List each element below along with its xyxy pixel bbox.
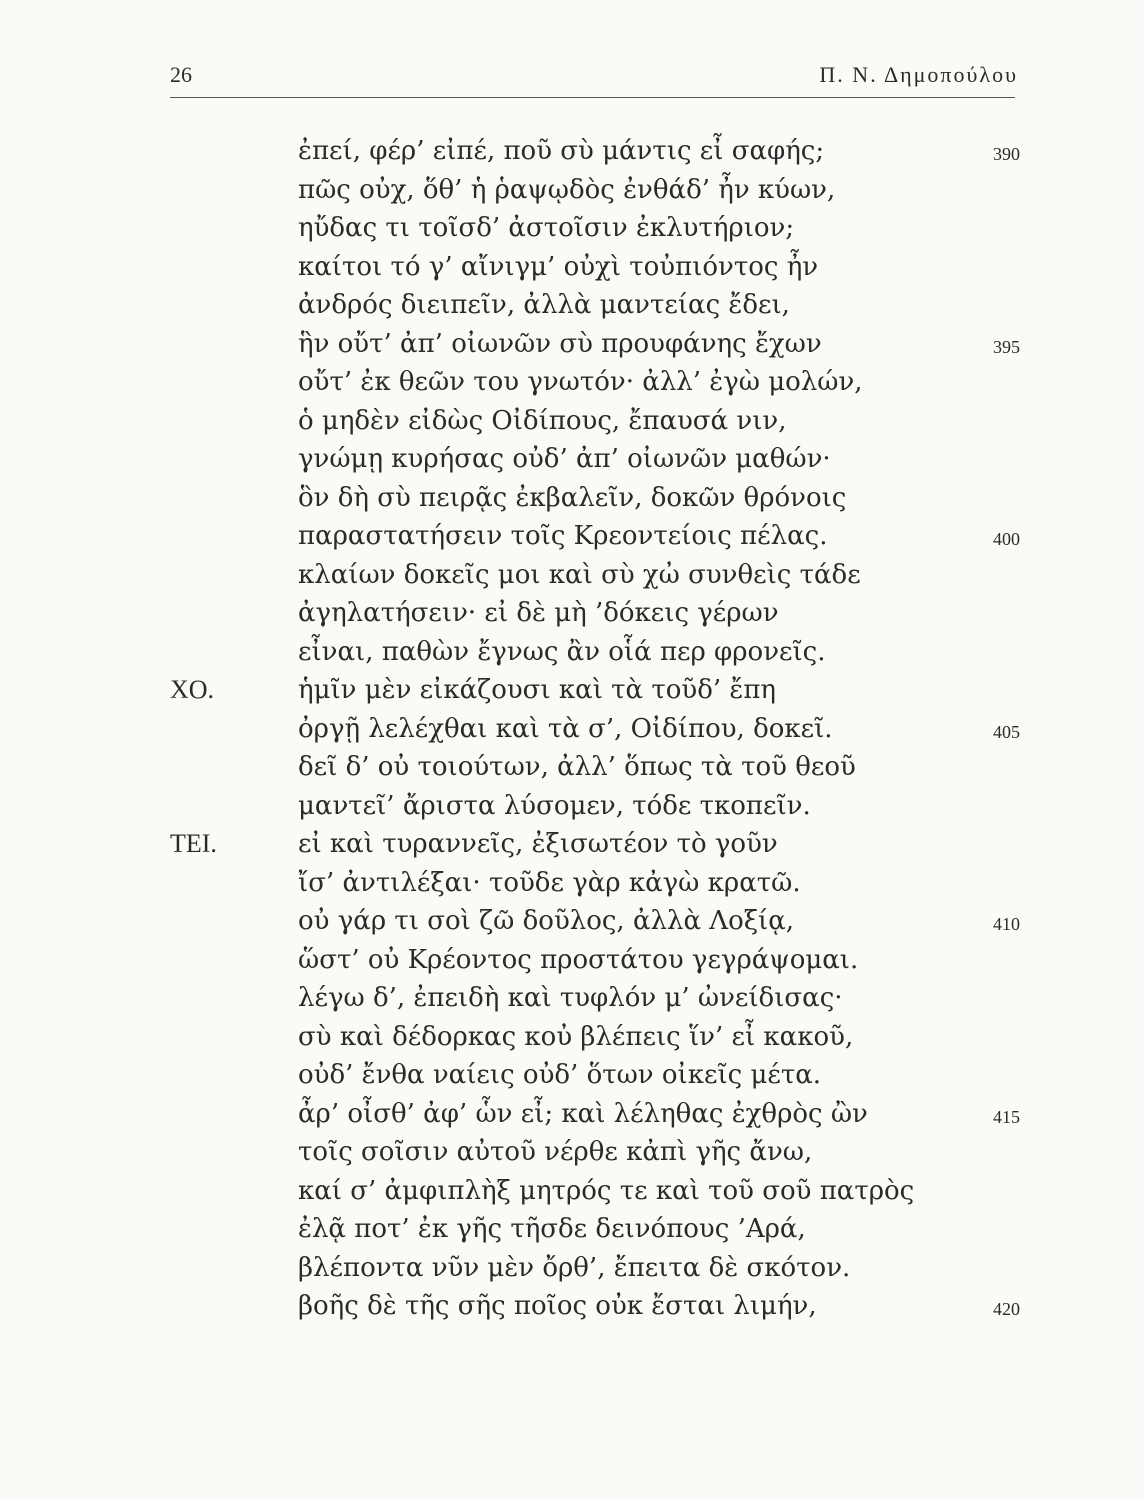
verse-line xyxy=(170,406,1020,445)
verse-line xyxy=(170,175,1020,214)
verse-text: πῶς οὐχ, ὅθ’ ἡ ῥαψῳδὸς ἐνθάδ’ ἦν κύων, xyxy=(298,174,836,205)
verse-line xyxy=(170,675,1020,714)
verse-text: ἐλᾷ ποτ’ ἐκ γῆς τῆσδε δεινόπους ’Αρά, xyxy=(298,1214,806,1244)
verse-text: δεῖ δ’ οὐ τοιούτων, ἀλλ’ ὅπως τὰ τοῦ θεοῦ xyxy=(298,752,856,782)
line-number: 415 xyxy=(993,1106,1020,1127)
verse-text: οὔτ’ ἐκ θεῶν του γνωτόν· ἀλλ’ ἐγὼ μολών, xyxy=(298,367,863,397)
verse-text: ὃν δὴ σὺ πειρᾷς ἐκβαλεῖν, δοκῶν θρόνοις xyxy=(298,482,847,513)
verse-text: ἡμῖν μὲν εἰκάζουσι καὶ τὰ τοῦδ’ ἔπη xyxy=(298,675,777,705)
verse-line xyxy=(170,752,1020,791)
verse-line xyxy=(170,868,1020,907)
verse-text: κλαίων δοκεῖς μοι καὶ σὺ χὠ συνθεὶς τάδε xyxy=(298,559,861,590)
verse-text: λέγω δ’, ἐπειδὴ καὶ τυφλόν μ’ ὠνείδισας· xyxy=(298,983,843,1013)
speaker-label: ΤΕΙ. xyxy=(170,829,217,858)
verse-line xyxy=(170,1060,1020,1099)
verse-line xyxy=(170,945,1020,984)
verse-line xyxy=(170,714,1020,753)
verse-text: ἀγηλατήσειν· εἰ δὲ μὴ ’δόκεις γέρων xyxy=(298,598,779,628)
verse-line xyxy=(170,521,1020,560)
verse-text: οὐδ’ ἔνθα ναίεις οὐδ’ ὅτων οἰκεῖς μέτα. xyxy=(298,1060,822,1090)
verse-text: μαντεῖ’ ἄριστα λύσομεν, τόδε τκοπεῖν. xyxy=(298,790,811,821)
verse-line xyxy=(170,906,1020,945)
verse-line xyxy=(170,1291,1020,1330)
verse-line xyxy=(170,367,1020,406)
line-number: 400 xyxy=(993,529,1020,549)
verse-text: ηὔδας τι τοῖσδ’ ἀστοῖσιν ἐκλυτήριον; xyxy=(298,213,795,243)
verse-line xyxy=(170,560,1020,599)
verse-text: ὁ μηδὲν εἰδὼς Οἰδίπους, ἔπαυσά νιν, xyxy=(298,405,787,436)
verse-text: ἣν οὔτ’ ἀπ’ οἰωνῶν σὺ προυφάνης ἔχων xyxy=(298,328,822,359)
verse-text: εἰ καὶ τυραννεῖς, ἐξισωτέον τὸ γοῦν xyxy=(298,829,778,859)
verse-line xyxy=(170,483,1020,522)
speaker-label: ΧΟ. xyxy=(170,675,215,704)
verse-line xyxy=(170,1176,1020,1215)
verse-line xyxy=(170,290,1020,329)
verse-line xyxy=(170,329,1020,368)
verse-text: καί σ’ ἀμφιπλὴξ μητρός τε καὶ τοῦ σοῦ πατρὸς xyxy=(298,1175,915,1206)
verse-text: βοῆς δὲ τῆς σῆς ποῖος οὐκ ἔσται λιμήν, xyxy=(298,1291,817,1321)
verse-text: παραστατήσειν τοῖς Κρεοντείοις πέλας. xyxy=(298,521,828,551)
verse-text: σὺ καὶ δέδορκας κοὐ βλέπεις ἵν’ εἶ κακοῦ, xyxy=(298,1021,854,1052)
verse-text: βλέποντα νῦν μὲν ὄρθ’, ἔπειτα δὲ σκότον. xyxy=(298,1252,851,1283)
verse-text: ἆρ’ οἶσθ’ ἀφ’ ὧν εἶ; καὶ λέληθας ἐχθρὸς ὢν xyxy=(298,1098,868,1129)
verse-line xyxy=(170,136,1020,175)
verse-text: οὐ γάρ τι σοὶ ζῶ δοῦλος, ἀλλὰ Λοξίᾳ, xyxy=(298,906,795,936)
verse-text: ὀργῇ λελέχθαι καὶ τὰ σ’, Οἰδίπου, δοκεῖ. xyxy=(298,713,833,744)
verse-line xyxy=(170,1022,1020,1061)
verse-text: καίτοι τό γ’ αἴνιγμ’ οὐχὶ τοὐπιόντος ἦν xyxy=(298,251,819,282)
verse-line xyxy=(170,637,1020,676)
verse-text: ὥστ’ οὐ Κρέοντος προστάτου γεγράψομαι. xyxy=(298,944,859,975)
verse-line xyxy=(170,444,1020,483)
line-number: 395 xyxy=(993,336,1020,357)
verse-line xyxy=(170,598,1020,637)
verse-block xyxy=(170,136,1020,1330)
page-header xyxy=(170,62,1018,102)
verse-text: ἀνδρός διειπεῖν, ἀλλὰ μαντείας ἔδει, xyxy=(298,290,790,320)
line-number: 420 xyxy=(993,1299,1020,1319)
line-number: 390 xyxy=(993,144,1020,164)
verse-text: τοῖς σοῖσιν αὐτοῦ νέρθε κἀπὶ γῆς ἄνω, xyxy=(298,1137,813,1167)
verse-line xyxy=(170,1099,1020,1138)
verse-text: γνώμῃ κυρήσας οὐδ’ ἀπ’ οἰωνῶν μαθών· xyxy=(298,444,831,474)
verse-line xyxy=(170,213,1020,252)
verse-text: ἴσ’ ἀντιλέξαι· τοῦδε γὰρ κἀγὼ κρατῶ. xyxy=(298,867,801,898)
verse-text: ἐπεί, φέρ’ εἰπέ, ποῦ σὺ μάντις εἶ σαφής; xyxy=(298,136,825,166)
verse-line xyxy=(170,1253,1020,1292)
verse-text: εἶναι, παθὼν ἔγνως ἂν οἷά περ φρονεῖς. xyxy=(298,636,826,667)
line-number: 410 xyxy=(993,914,1020,934)
running-head: Π. Ν. Δημοπούλου xyxy=(819,62,1018,87)
verse-line xyxy=(170,791,1020,830)
verse-line xyxy=(170,252,1020,291)
page-number: 26 xyxy=(170,62,192,87)
verse-line xyxy=(170,983,1020,1022)
verse-line xyxy=(170,1137,1020,1176)
verse-line xyxy=(170,829,1020,868)
header-rule xyxy=(170,97,1015,98)
verse-line xyxy=(170,1214,1020,1253)
line-number: 405 xyxy=(993,721,1020,742)
